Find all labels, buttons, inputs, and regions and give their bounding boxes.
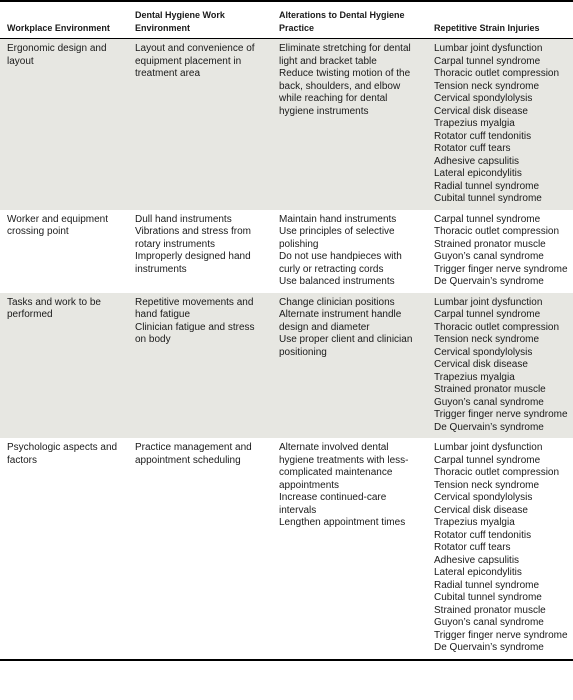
cell-line: Use principles of selective polishing [279,226,395,250]
cell-line: Rotator cuff tendonitis [434,529,532,541]
cell-line: Lengthen appointment times [279,517,406,528]
cell-line: Repetitive movements and hand fatigue [135,296,254,320]
header-row [0,1,573,39]
cell-line: Thoracic outlet compression [434,68,560,79]
cell-line: Trapezius myalgia [434,371,515,383]
cell-line: Radial tunnel syndrome [434,579,540,591]
cell-line: Rotator cuff tendonitis [434,130,532,142]
cell-line: Strained pronator muscle [434,238,546,250]
cell-line: Alternate instrument handle design and diameter [279,309,402,333]
cell-line: Alternate involved dental hygiene treatments with less-complicated maintenance appointments [279,442,409,491]
cell-line: De Quervain’s syndrome [434,421,544,433]
table-body [0,39,573,660]
cell-line: Vibrations and stress from rotary instruments [135,226,251,250]
cell-line: Lumbar joint dysfunction [434,43,543,54]
cell-line: Practice management and appointment scheduling [135,442,252,466]
cell-line: Guyon’s canal syndrome [434,251,544,262]
cell-line: Carpal tunnel syndrome [434,309,541,320]
cell-workplace-environment: Worker and equipment crossing point [7,213,108,237]
cell-line: Cervical disk disease [434,105,528,117]
cell-line: Maintain hand instruments [279,213,397,225]
cell-alterations [272,293,427,439]
cell-line: Change clinician positions [279,296,395,308]
cell-line: Lateral epicondylitis [434,168,522,179]
cell-line: Dull hand instruments [135,213,232,225]
cell-line: Trapezius myalgia [434,517,515,528]
header-workplace-environment: Workplace Environment [7,22,110,33]
cell-line: Cubital tunnel syndrome [434,592,542,603]
cell-line: Tension neck syndrome [434,334,540,345]
cell-alterations [272,210,427,293]
cell-line: Trigger finger nerve syndrome [434,629,568,641]
cell-line: Guyon’s canal syndrome [434,396,544,408]
cell-injuries [427,438,573,660]
header-alterations-to-practice: Alterations to Dental Hygiene Practice [279,10,405,33]
cell-line: Adhesive capsulitis [434,155,520,167]
table-header [0,1,573,39]
cell-line: Carpal tunnel syndrome [434,213,541,225]
cell-line: Thoracic outlet compression [434,467,560,478]
cell-line: Use proper client and clinician positioning [279,334,413,358]
cell-line: Lumbar joint dysfunction [434,296,543,308]
cell-line: Cervical disk disease [434,359,528,370]
cell-line: Radial tunnel syndrome [434,180,540,192]
row-worker-equipment [0,210,573,293]
row-tasks-work [0,293,573,439]
cell-line: Lumbar joint dysfunction [434,442,543,453]
cell-work-environment [128,438,272,660]
cell-line: Lateral epicondylitis [434,567,522,578]
cell-line: Eliminate stretching for dental light and bracket table [279,43,411,67]
cell-line: Clinician fatigue and stress on body [135,321,255,345]
cell-line: Layout and convenience of equipment placement in treatment area [135,43,255,79]
cell-line: De Quervain’s syndrome [434,276,544,287]
cell-line: Cervical spondylolysis [434,93,533,104]
cell-line: Carpal tunnel syndrome [434,55,541,67]
cell-injuries [427,39,573,210]
cell-injuries [427,293,573,439]
header-dental-hygiene-work-environment: Dental Hygiene Work Environment [135,10,225,33]
cell-line: Use balanced instruments [279,276,395,287]
cell-line: Improperly designed hand instruments [135,251,251,275]
cell-line: Cervical disk disease [434,504,528,516]
cell-line: Cervical spondylolysis [434,492,533,503]
cell-line: Carpal tunnel syndrome [434,454,541,466]
cell-line: Trapezius myalgia [434,118,515,129]
cell-workplace-environment: Tasks and work to be performed [7,296,101,320]
cell-line: Adhesive capsulitis [434,554,520,566]
cell-line: Tension neck syndrome [434,479,540,491]
cell-work-environment [128,293,272,439]
cell-line: Tension neck syndrome [434,80,540,92]
cell-alterations [272,438,427,660]
cell-alterations [272,39,427,210]
cell-line: Reduce twisting motion of the back, shoulders, and elbow while reaching for dental hygiene instruments [279,68,411,117]
cell-line: Strained pronator muscle [434,384,546,395]
cell-line: Cervical spondylolysis [434,346,533,358]
cell-work-environment [128,210,272,293]
header-repetitive-strain-injuries: Repetitive Strain Injuries [434,22,540,33]
cell-line: Thoracic outlet compression [434,321,560,333]
cell-line: Do not use handpieces with curly or retracting cords [279,251,402,275]
cell-line: Rotator cuff tears [434,143,511,154]
row-ergonomic-design [0,39,573,210]
cell-line: Cubital tunnel syndrome [434,193,542,204]
cell-line: Trigger finger nerve syndrome [434,409,568,420]
cell-work-environment [128,39,272,210]
cell-line: Rotator cuff tears [434,542,511,553]
cell-line: Strained pronator muscle [434,604,546,616]
cell-line: De Quervain’s syndrome [434,642,544,653]
cell-line: Guyon’s canal syndrome [434,617,544,628]
cell-line: Thoracic outlet compression [434,226,560,237]
row-psychologic-aspects [0,438,573,660]
cell-line: Trigger finger nerve syndrome [434,263,568,275]
cell-workplace-environment: Ergonomic design and layout [7,43,107,67]
cell-line: Increase continued-care intervals [279,492,387,516]
cell-workplace-environment: Psychologic aspects and factors [7,442,118,466]
cell-injuries [427,210,573,293]
